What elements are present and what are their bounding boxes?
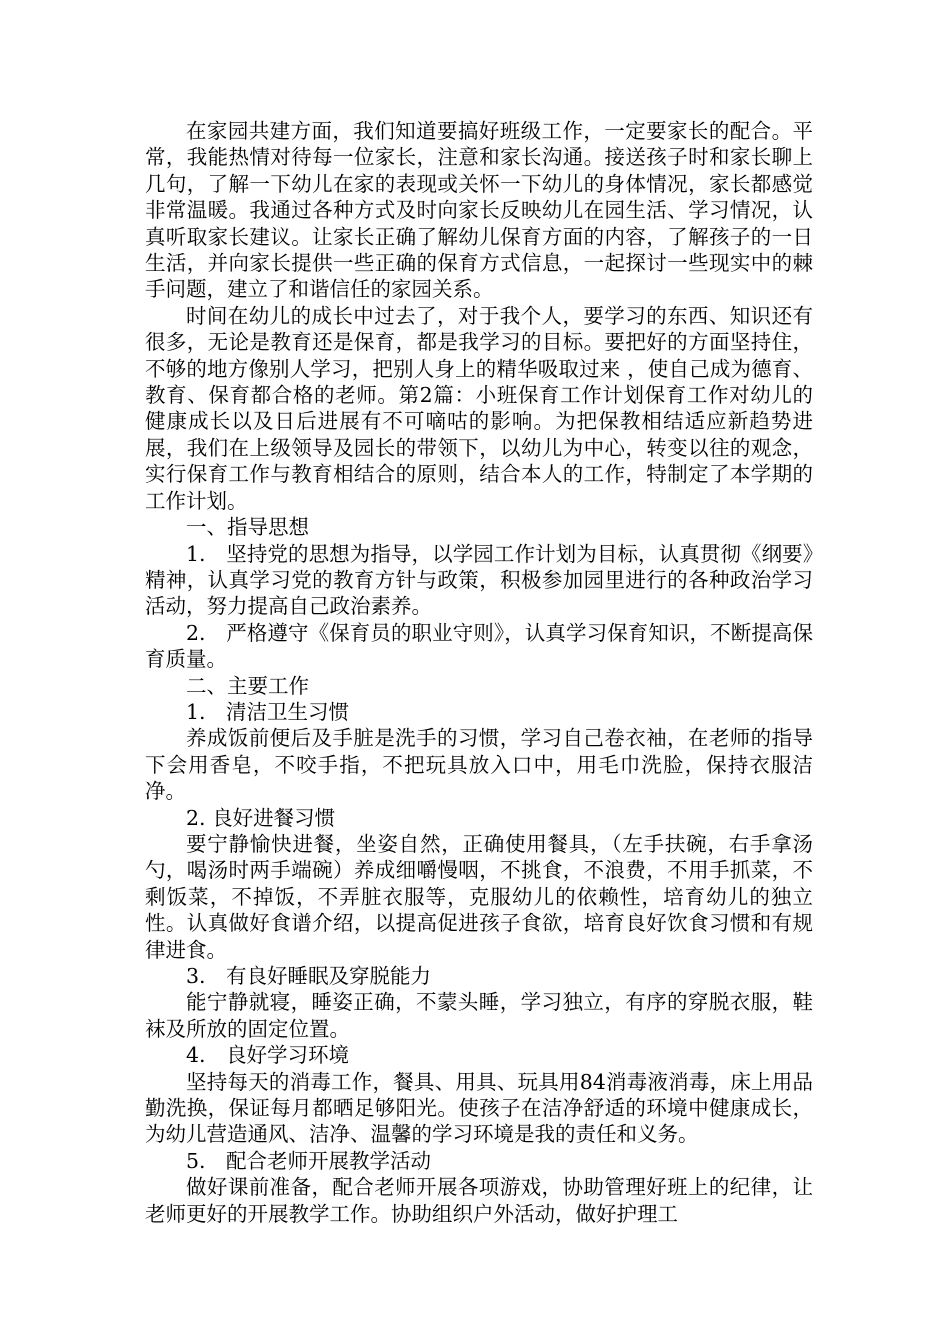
- document-body: [145, 118, 813, 1227]
- subheading-environment: 4. 良好学习环境: [186, 1043, 350, 1068]
- subheading-sleep: 3. 有良好睡眠及穿脱能力: [186, 964, 432, 988]
- paragraph-eating: 要宁静愉快进餐，坐姿自然，正确使用餐具，（左手扶碗，右手拿汤勺，喝汤时两手端碗）养成细嚼慢咽，不挑食，不浪费，不用手抓菜，不剩饭菜，不掉饭，不弄脏衣服等，克服幼儿的依赖性，培育幼儿的独立性。认真做好食谱介绍，以提高促进孩子食欲，培育良好饮食习惯和有规律进食。: [145, 831, 813, 962]
- heading-main-work: 二、主要工作: [186, 673, 309, 698]
- paragraph-hygiene: 养成饭前便后及手脏是洗手的习惯，学习自己卷衣袖，在老师的指导下会用香皂，不咬手指，不把玩具放入口中，用毛巾洗脸，保持衣服洁净。: [145, 726, 813, 804]
- subheading-teaching: 5. 配合老师开展教学活动: [186, 1148, 432, 1173]
- item-guiding-1: 1. 坚持党的思想为指导，以学园工作计划为目标，认真贯彻《纲要》精神，认真学习党的教育方针与政策，积极参加园里进行的各种政治学习活动，努力提高自己政治素养。: [145, 541, 813, 619]
- paragraph-sleep: 能宁静就寝，睡姿正确，不蒙头睡，学习独立，有序的穿脱衣服，鞋袜及所放的固定位置。: [145, 990, 813, 1041]
- subheading-hygiene: 1. 清洁卫生习惯: [186, 699, 350, 724]
- paragraph-reflection: 时间在幼儿的成长中过去了，对于我个人，要学习的东西、知识还有很多，无论是教育还是保育，都是我学习的目标。要把好的方面坚持住，不够的地方像别人学习，把别人身上的精华吸取过来 ，使自己成为德育、教育、保育都合格的老师。第2篇：小班保育工作计划保育工作对幼儿的健康成长以及日后进展有不可嘀咕的影响。为把保教相结适应新趋势进展，我们在上级领导及园长的带领下，以幼儿为中心，转变以往的观念，实行保育工作与教育相结合的原则，结合本人的工作，特制定了本学期的工作计划。: [145, 303, 813, 513]
- heading-guiding-thought: 一、指导思想: [186, 515, 309, 540]
- paragraph-teaching: 做好课前准备，配合老师开展各项游戏，协助管理好班上的纪律，让老师更好的开展教学工作。协助组织户外活动，做好护理工: [145, 1175, 813, 1226]
- paragraph-home-school: 在家园共建方面，我们知道要搞好班级工作，一定要家长的配合。平常，我能热情对待每一位家长，注意和家长沟通。接送孩子时和家长聊上几句，了解一下幼儿在家的表现或关怀一下幼儿的身体情况，家长都感觉非常温暖。我通过各种方式及时向家长反映幼儿在园生活、学习情况，认真听取家长建议。让家长正确了解幼儿保育方面的内容，了解孩子的一日生活，并向家长提供一些正确的保育方式信息，一起探讨一些现实中的棘手问题，建立了和谐信任的家园关系。: [145, 119, 813, 302]
- item-guiding-2: 2. 严格遵守《保育员的职业守则》，认真学习保育知识，不断提高保育质量。: [145, 620, 813, 672]
- paragraph-environment: 坚持每天的消毒工作，餐具、用具、玩具用84消毒液消毒，床上用品勤洗换，保证每月都晒足够阳光。使孩子在洁净舒适的环境中健康成长，为幼儿营造通风、洁净、温馨的学习环境是我的责任和义务。: [145, 1069, 813, 1147]
- subheading-eating: 2. 良好进餐习惯: [186, 805, 336, 830]
